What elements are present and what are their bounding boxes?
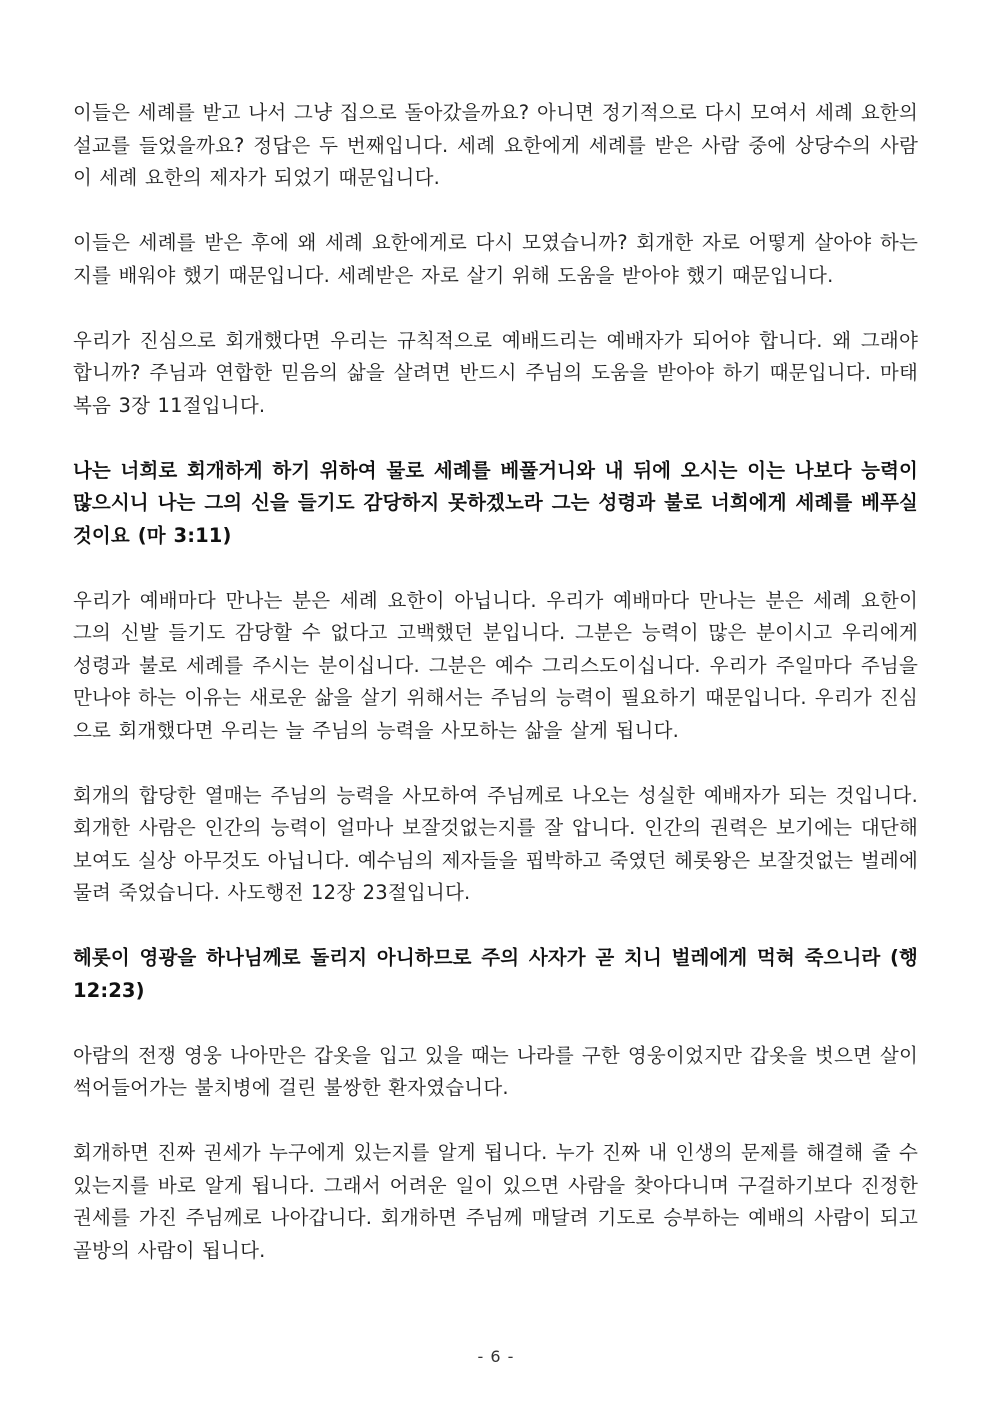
paragraph-spacer <box>73 195 918 228</box>
paragraph-1: 이들은 세례를 받고 나서 그냥 집으로 돌아갔을까요? 아니면 정기적으로 다시 모여서 세례 요한의 설교를 들었을까요? 정답은 두 번째입니다. 세례 요한에게 세례를 받은 사람 중에 상당수의 사람이 세례 요한의 제자가 되었기 때문입니다. <box>73 101 918 189</box>
paragraph-spacer <box>73 910 918 943</box>
paragraph-4: 우리가 예배마다 만나는 분은 세례 요한이 아닙니다. 우리가 예배마다 만나는 분은 세례 요한이 그의 신발 들기도 감당할 수 없다고 고백했던 분입니다. 그분은 능력이 많은 분이시고 우리에게 성령과 불로 세례를 주시는 분이십니다. 그분은 예수 그리스도이십니다. 우리가 주일마다 주님을 만나야 하는 이유는 새로운 삶을 살기 위해서는 주님의 능력이 필요하기 때문입니다. 우리가 진심으로 회개했다면 우리는 늘 주님의 능력을 사모하는 삶을 살게 됩니다. <box>73 588 918 742</box>
paragraph-5: 회개의 합당한 열매는 주님의 능력을 사모하여 주님께로 나오는 성실한 예배자가 되는 것입니다. 회개한 사람은 인간의 능력이 얼마나 보잘것없는지를 잘 압니다. 인간의 권력은 보기에는 대단해 보여도 실상 아무것도 아닙니다. 예수님의 제자들을 핍박하고 죽였던 헤롯왕은 보잘것없는 벌레에 물려 죽었습니다. 사도행전 12장 23절입니다. <box>73 783 918 904</box>
paragraph-spacer <box>73 292 918 325</box>
paragraph-spacer <box>73 552 918 585</box>
document-body <box>73 97 918 1267</box>
paragraph-3: 우리가 진심으로 회개했다면 우리는 규칙적으로 예배드리는 예배자가 되어야 합니다. 왜 그래야 합니까? 주님과 연합한 믿음의 삶을 살려면 반드시 주님의 도움을 받아야 하기 때문입니다. 마태복음 3장 11절입니다. <box>73 328 918 417</box>
paragraph-2: 이들은 세례를 받은 후에 왜 세례 요한에게로 다시 모였습니까? 회개한 자로 어떻게 살아야 하는지를 배워야 했기 때문입니다. 세례받은 자로 살기 위해 도움을 받아야 했기 때문입니다. <box>73 231 918 287</box>
paragraph-spacer <box>73 1105 918 1138</box>
paragraph-6: 아람의 전쟁 영웅 나아만은 갑옷을 입고 있을 때는 나라를 구한 영웅이었지만 갑옷을 벗으면 살이 썩어들어가는 불치병에 걸린 불쌍한 환자였습니다. <box>73 1043 918 1099</box>
scripture-quote-matthew: 나는 너희로 회개하게 하기 위하여 물로 세례를 베풀거니와 내 뒤에 오시는 이는 나보다 능력이 많으시니 나는 그의 신을 들기도 감당하지 못하겠노라 그는 성령과 불로 너희에게 세례를 베푸실 것이요 (마 3:11) <box>73 458 918 547</box>
paragraph-7: 회개하면 진짜 권세가 누구에게 있는지를 알게 됩니다. 누가 진짜 내 인생의 문제를 해결해 줄 수 있는지를 바로 알게 됩니다. 그래서 어려운 일이 있으면 사람을 찾아다니며 구걸하기보다 진정한 권세를 가진 주님께로 나아갑니다. 회개하면 주님께 매달려 기도로 승부하는 예배의 사람이 되고 골방의 사람이 됩니다. <box>73 1141 918 1262</box>
page-number: - 6 - <box>477 1347 515 1366</box>
scripture-quote-acts: 헤롯이 영광을 하나님께로 돌리지 아니하므로 주의 사자가 곧 치니 벌레에게 먹혀 죽으니라 (행 12:23) <box>73 946 918 1002</box>
paragraph-spacer <box>73 1007 918 1040</box>
paragraph-spacer <box>73 747 918 780</box>
paragraph-spacer <box>73 422 918 455</box>
